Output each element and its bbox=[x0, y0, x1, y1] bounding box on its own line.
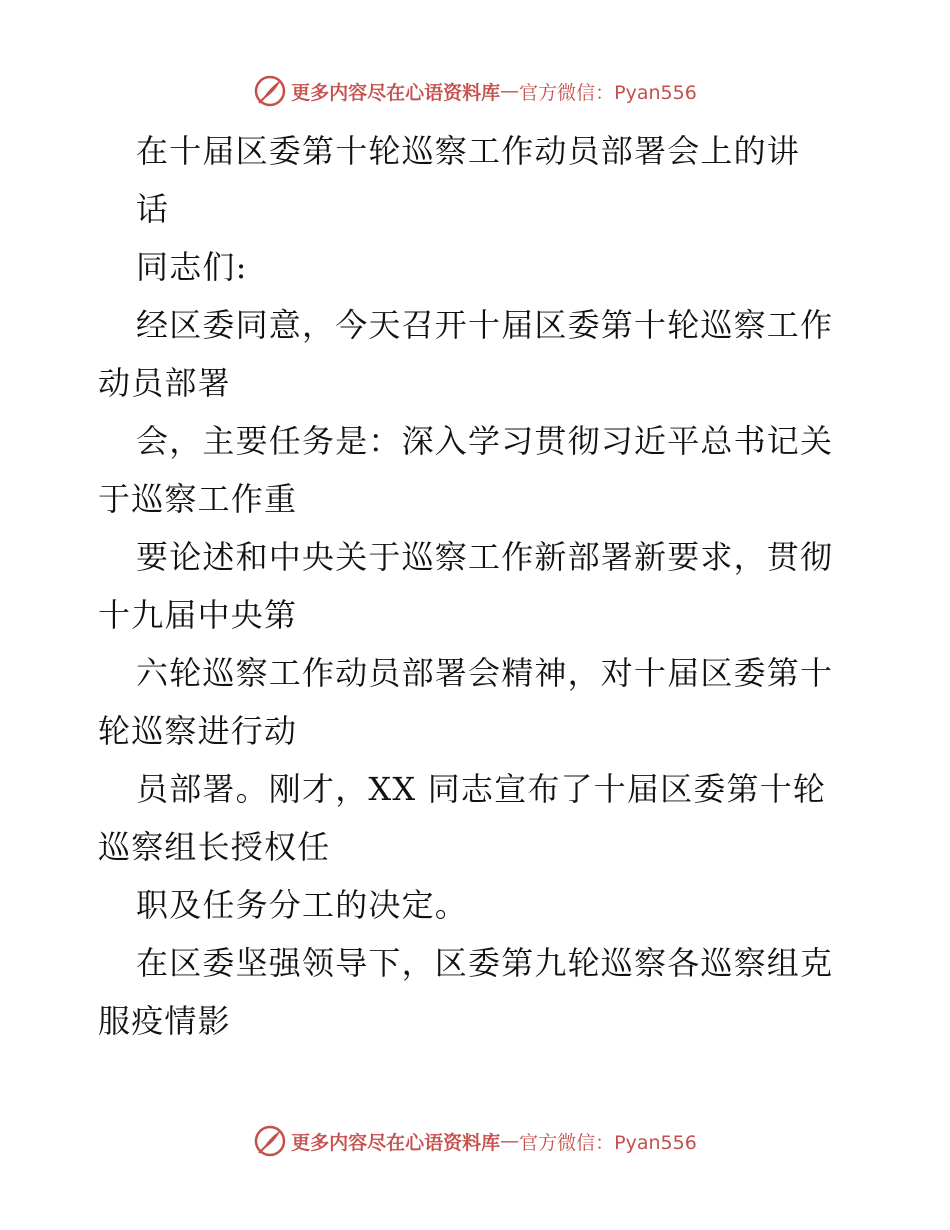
watermark-separator: — bbox=[500, 1130, 520, 1152]
paragraph-line: 员部署。刚才，XX 同志宣布了十届区委第十轮 bbox=[136, 770, 827, 808]
title-line-1: 在十届区委第十轮巡察工作动员部署会上的讲 bbox=[136, 132, 801, 170]
paragraph-line: 巡察组长授权任 bbox=[98, 828, 331, 866]
paragraph-line: 十九届中央第 bbox=[98, 596, 298, 634]
paragraph-line: 轮巡察进行动 bbox=[98, 712, 298, 750]
feather-logo-icon bbox=[253, 74, 287, 108]
header-watermark bbox=[0, 74, 950, 108]
watermark-separator: — bbox=[500, 80, 520, 102]
title-line-2: 话 bbox=[136, 190, 170, 228]
document-body bbox=[98, 122, 858, 1050]
watermark-wechat-text: 官方微信：Pyan556 bbox=[519, 81, 697, 104]
feather-logo-icon bbox=[253, 1124, 287, 1158]
paragraph-line: 在区委坚强领导下，区委第九轮巡察各巡察组克 bbox=[136, 944, 834, 982]
salutation: 同志们: bbox=[136, 248, 248, 286]
paragraph-line: 动员部署 bbox=[98, 364, 231, 402]
watermark-site-text: 更多内容尽在心语资料库 bbox=[291, 81, 501, 104]
paragraph-line: 六轮巡察工作动员部署会精神，对十届区委第十 bbox=[136, 654, 834, 692]
paragraph-line: 于巡察工作重 bbox=[98, 480, 298, 518]
watermark-site-text: 更多内容尽在心语资料库 bbox=[291, 1131, 501, 1154]
paragraph-line: 要论述和中央关于巡察工作新部署新要求，贯彻 bbox=[136, 538, 834, 576]
watermark-wechat-text: 官方微信：Pyan556 bbox=[519, 1131, 697, 1154]
footer-watermark bbox=[0, 1124, 950, 1158]
paragraph-line: 职及任务分工的决定。 bbox=[136, 886, 469, 924]
paragraph-line: 经区委同意，今天召开十届区委第十轮巡察工作 bbox=[136, 306, 834, 344]
paragraph-line: 服疫情影 bbox=[98, 1002, 231, 1040]
paragraph-line: 会，主要任务是：深入学习贯彻习近平总书记关 bbox=[136, 422, 834, 460]
